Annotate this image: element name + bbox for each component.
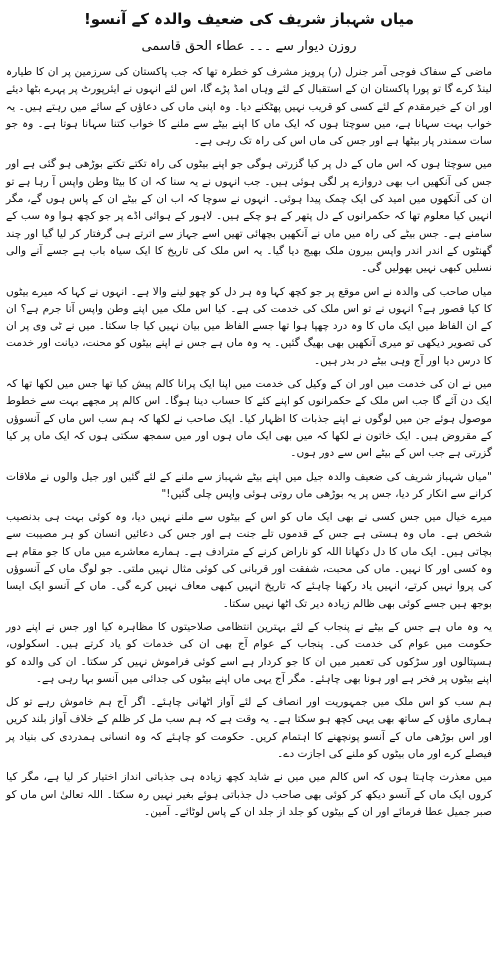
article-body — [6, 64, 492, 821]
paragraph: میاں صاحب کی والدہ نے اس موقع پر جو کچھ کہا وہ ہر دل کو چھو لینے والا ہے۔ انہوں نے کہا کہ میرے بیٹوں کا کیا قصور ہے؟ انہوں نے تو اس ملک کی خدمت کی ہے۔ کیا اس ملک میں اپنے وطن واپس آنا جرم ہے؟ ان کے ان الفاظ میں ایک ماں کا وہ درد چھپا ہوا تھا جسے الفاظ میں بیان نہیں کیا جا سکتا۔ میں نے ٹی وی پر ان کی تصویر دیکھی تو میری آنکھیں بھی بھیگ گئیں۔ یہ وہ ماں ہے جس نے اپنے بیٹوں کو محنت، دیانت اور خدمت کا درس دیا اور آج وہی بیٹے در بدر ہیں۔ — [6, 285, 492, 367]
quoted-paragraph: "میاں شہباز شریف کی ضعیف والدہ جیل میں اپنے بیٹے شہباز سے ملنے کے لئے گئیں اور جیل والوں نے ملاقات کرانے سے انکار کر دیا، جس پر یہ بوڑھی ماں روتی ہوئی واپس چلی گئیں!" — [6, 470, 492, 500]
paragraph: ماضی کے سفاک فوجی آمر جنرل (ر) پرویز مشرف کو خطرہ تھا کہ جب پاکستان کی سرزمین پر ان کا طیارہ لینڈ کرے گا تو پورا پاکستان ان کے استقبال کے لئے وہاں امڈ پڑے گا، اس لئے انہوں نے ایئرپورٹ پر پہرے بٹھا دیئے اور ان کے خیرمقدم کے لئے کسی کو قریب نہیں پھٹکنے دیا۔ وہ اپنی ماں کی دعاؤں کے سائے میں رہتے ہیں۔ یہ خواب بہت سہانا ہے، میں سوچتا ہوں کہ ایک ماں کا اپنے بیٹے سے ملنے کا خواب کتنا سہانا ہوتا ہے۔ وہ جو سات سمندر پار بیٹھا ہے اور جس کی ماں اس کی راہ تک رہی ہے۔ — [6, 66, 492, 148]
author-name: عطاء الحق قاسمی — [141, 39, 245, 54]
paragraph: میں نے ان کی خدمت میں اور ان کے وکیل کی خدمت میں اپنا ایک پرانا کالم پیش کیا تھا جس میں لکھا تھا کہ ایک دن آئے گا جب اس ملک کے حکمرانوں کو اپنے کئے کا حساب دینا ہوگا۔ اس کالم پر مجھے بہت سے خطوط موصول ہوئے جن میں لوگوں نے اپنے جذبات کا اظہار کیا۔ ایک صاحب نے لکھا کہ ہم سب اس ماں کے آنسوؤں کے مقروض ہیں۔ ایک خاتون نے لکھا کہ میں بھی ایک ماں ہوں اور میں سمجھ سکتی ہوں کہ ایک ماں پر کیا گزرتی ہے جب اس کے بیٹے اس سے دور ہوں۔ — [6, 378, 492, 460]
byline — [6, 38, 492, 56]
paragraph: میں سوچتا ہوں کہ اس ماں کے دل پر کیا گزرتی ہوگی جو اپنے بیٹوں کی راہ تکتے تکتے بوڑھی ہو گئی ہے اور جس کی آنکھیں اب بھی دروازے پر لگی ہوئی ہیں۔ جب انہوں نے یہ سنا کہ ان کا بیٹا وطن واپس آ رہا ہے تو ان کی آنکھوں میں امید کی ایک چمک پیدا ہوئی۔ انہوں نے سوچا کہ اب ان کے بیٹے ان کے پاس ہوں گے، مگر انہیں کیا معلوم تھا کہ حکمرانوں کے دل پتھر کے ہو چکے ہیں۔ لاہور کے ہوائی اڈے پر جو کچھ ہوا وہ سب کے سامنے ہے۔ جس بیٹے کی راہ میں ماں نے آنکھیں بچھائی تھیں اسے جہاز سے اترتے ہی گرفتار کر لیا گیا اور چند گھنٹوں کے اندر اندر واپس بیرون ملک بھیج دیا گیا۔ یہ اس ملک کی تاریخ کا ایک سیاہ باب ہے جسے آنے والی نسلیں کبھی نہیں بھولیں گی۔ — [6, 158, 492, 275]
paragraph: میں معذرت چاہتا ہوں کہ اس کالم میں میں نے شاید کچھ زیادہ ہی جذباتی انداز اختیار کر لیا ہے، مگر کیا کروں ایک ماں کے آنسو دیکھ کر کوئی بھی صاحب دل جذباتی ہوئے بغیر نہیں رہ سکتا۔ اللہ تعالیٰ اس ماں کو صبر جمیل عطا فرمائے اور ان کے بیٹوں کو جلد از جلد ان کے پاس لوٹائے۔ آمین۔ — [6, 771, 492, 818]
byline-separator: ۔۔۔ — [248, 39, 272, 54]
paragraph: میرے خیال میں جس کسی نے بھی ایک ماں کو اس کے بیٹوں سے ملنے نہیں دیا، وہ کوئی بہت ہی بدنصیب شخص ہے۔ ماں وہ ہستی ہے جس کے قدموں تلے جنت ہے اور جس کی دعائیں انسان کو ہر مصیبت سے بچاتی ہیں۔ ایک ماں کا دل دکھانا اللہ کو ناراض کرنے کے مترادف ہے۔ ہمارے معاشرے میں ماں کا جو مقام ہے وہ کسی اور کا نہیں۔ ماں کی محبت، شفقت اور قربانی کی کوئی مثال نہیں ملتی۔ جو لوگ ماں کے آنسوؤں کی پروا نہیں کرتے، انہیں یاد رکھنا چاہئے کہ تاریخ انہیں کبھی معاف نہیں کرے گی۔ ماں کے آنسو ایک ایسا بوجھ ہیں جسے کوئی بھی ظالم زیادہ دیر تک اٹھا نہیں سکتا۔ — [6, 511, 492, 610]
article-headline: میاں شہباز شریف کی ضعیف والدہ کے آنسو! — [83, 10, 415, 28]
paragraph: ہم سب کو اس ملک میں جمہوریت اور انصاف کے لئے آواز اٹھانی چاہئے۔ اگر آج ہم خاموش رہے تو کل ہماری ماؤں کے ساتھ بھی یہی کچھ ہو سکتا ہے۔ یہ وقت ہے کہ ہم سب مل کر ظلم کے خلاف آواز بلند کریں اور اس بوڑھی ماں کے آنسو پونچھنے کا اہتمام کریں۔ حکومت کو چاہئے کہ وہ انسانی ہمدردی کی بنیاد پر فیصلے کرے اور ماں بیٹوں کو ملنے کی اجازت دے۔ — [6, 696, 492, 760]
newspaper-column — [6, 4, 492, 966]
paragraph: یہ وہ ماں ہے جس کے بیٹے نے پنجاب کے لئے بہترین انتظامی صلاحیتوں کا مظاہرہ کیا اور جس نے اپنے دور حکومت میں عوام کی خدمت کی۔ پنجاب کے عوام آج بھی ان کی خدمات کو یاد کرتے ہیں۔ اسکولوں، ہسپتالوں اور سڑکوں کی تعمیر میں ان کا جو کردار ہے اسے کوئی فراموش نہیں کر سکتا۔ ان کی والدہ کو اپنے بیٹوں پر فخر ہے اور ہونا بھی چاہئے۔ مگر آج یہی ماں اپنے بیٹوں کی جدائی میں آنسو بہا رہی ہے۔ — [6, 620, 492, 685]
column-name: روزن دیوار سے — [275, 39, 357, 54]
